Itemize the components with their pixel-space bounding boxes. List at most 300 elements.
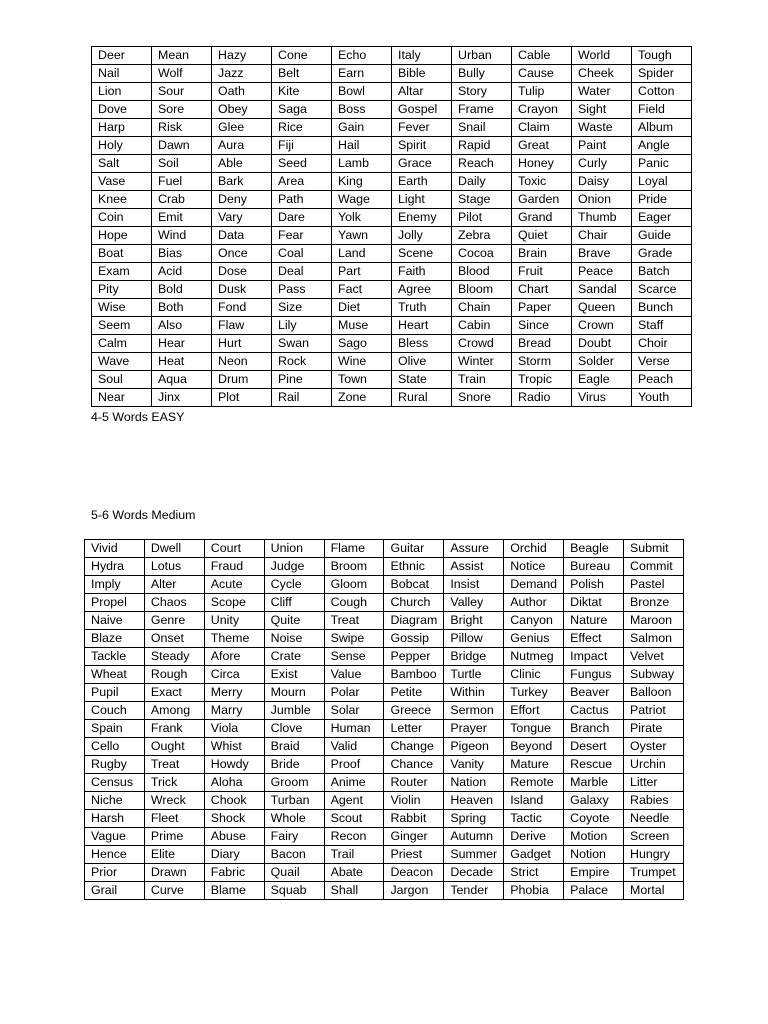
word-cell: Mourn [264,684,324,702]
table-row [85,774,684,792]
word-cell: Hazy [212,47,272,65]
word-cell: Gloom [324,576,384,594]
table-row [85,810,684,828]
word-cell: Beagle [564,540,624,558]
word-cell: Storm [512,353,572,371]
word-cell: Jolly [392,227,452,245]
word-cell: Patriot [624,702,684,720]
table-row [92,101,692,119]
word-cell: Naive [85,612,145,630]
word-cell: Blood [452,263,512,281]
word-cell: Pilot [452,209,512,227]
word-cell: Diagram [384,612,444,630]
word-cell: Bunch [632,299,692,317]
word-cell: Quail [264,864,324,882]
word-cell: Couch [85,702,145,720]
word-cell: Fuel [152,173,212,191]
word-cell: Abuse [204,828,264,846]
word-cell: Effect [564,630,624,648]
word-cell: Circa [204,666,264,684]
word-cell: Unity [204,612,264,630]
word-cell: Bark [212,173,272,191]
word-cell: Prime [144,828,204,846]
word-cell: Blame [204,882,264,900]
word-cell: Able [212,155,272,173]
word-cell: Emit [152,209,212,227]
word-cell: Lotus [144,558,204,576]
word-cell: Nation [444,774,504,792]
word-cell: Water [572,83,632,101]
word-cell: Salmon [624,630,684,648]
table-row [85,684,684,702]
word-cell: Bread [512,335,572,353]
table-row [85,540,684,558]
word-cell: Beaver [564,684,624,702]
word-cell: Motion [564,828,624,846]
word-cell: Winter [452,353,512,371]
word-cell: Bias [152,245,212,263]
word-cell: Church [384,594,444,612]
word-cell: Tulip [512,83,572,101]
word-cell: Since [512,317,572,335]
word-cell: Vary [212,209,272,227]
word-cell: Virus [572,389,632,407]
word-cell: Howdy [204,756,264,774]
word-cell: Pass [272,281,332,299]
word-cell: Olive [392,353,452,371]
word-cell: Hydra [85,558,145,576]
word-cell: Daisy [572,173,632,191]
word-cell: Tropic [512,371,572,389]
word-cell: Agent [324,792,384,810]
word-cell: World [572,47,632,65]
word-cell: Field [632,101,692,119]
word-cell: Reach [452,155,512,173]
word-cell: Fiji [272,137,332,155]
table-row [85,846,684,864]
word-cell: Paper [512,299,572,317]
word-cell: Data [212,227,272,245]
word-cell: Fever [392,119,452,137]
word-cell: Cactus [564,702,624,720]
word-cell: Oyster [624,738,684,756]
word-cell: Aloha [204,774,264,792]
word-cell: Fraud [204,558,264,576]
word-cell: Pastel [624,576,684,594]
word-cell: Jinx [152,389,212,407]
table-row [85,612,684,630]
word-cell: Ginger [384,828,444,846]
word-cell: Trail [324,846,384,864]
word-cell: Pepper [384,648,444,666]
word-cell: Assure [444,540,504,558]
word-cell: Pigeon [444,738,504,756]
word-cell: Cheek [572,65,632,83]
word-cell: Kite [272,83,332,101]
word-cell: Knee [92,191,152,209]
word-cell: Afore [204,648,264,666]
word-cell: Frame [452,101,512,119]
word-cell: Bible [392,65,452,83]
word-cell: Cone [272,47,332,65]
word-cell: Exam [92,263,152,281]
word-cell: Pine [272,371,332,389]
word-cell: Rugby [85,756,145,774]
word-cell: Imply [85,576,145,594]
word-cell: Staff [632,317,692,335]
word-cell: Vase [92,173,152,191]
word-cell: Rural [392,389,452,407]
word-cell: Bloom [452,281,512,299]
word-cell: Proof [324,756,384,774]
word-cell: Guide [632,227,692,245]
word-cell: Obey [212,101,272,119]
word-cell: Lion [92,83,152,101]
word-cell: Whist [204,738,264,756]
word-cell: Fungus [564,666,624,684]
word-cell: Near [92,389,152,407]
word-cell: Valley [444,594,504,612]
word-cell: Noise [264,630,324,648]
word-cell: Author [504,594,564,612]
word-cell: Coin [92,209,152,227]
word-cell: Scout [324,810,384,828]
word-cell: Peace [572,263,632,281]
word-cell: Bureau [564,558,624,576]
word-cell: Palace [564,882,624,900]
word-cell: Part [332,263,392,281]
word-cell: Spider [632,65,692,83]
word-cell: Effort [504,702,564,720]
word-cell: Crayon [512,101,572,119]
word-cell: Tackle [85,648,145,666]
word-cell: Harsh [85,810,145,828]
word-cell: Coyote [564,810,624,828]
word-cell: Dusk [212,281,272,299]
word-cell: Dose [212,263,272,281]
word-cell: Jargon [384,882,444,900]
word-cell: Dove [92,101,152,119]
word-cell: Heaven [444,792,504,810]
word-cell: Acute [204,576,264,594]
word-cell: Spain [85,720,145,738]
word-cell: Tough [632,47,692,65]
word-cell: Also [152,317,212,335]
word-cell: Wreck [144,792,204,810]
table-row [85,792,684,810]
word-cell: Muse [332,317,392,335]
word-cell: Spring [444,810,504,828]
word-cell: Land [332,245,392,263]
word-cell: Judge [264,558,324,576]
word-cell: Letter [384,720,444,738]
table-row [92,83,692,101]
word-cell: Boss [332,101,392,119]
word-cell: Hence [85,846,145,864]
word-cell: Neon [212,353,272,371]
word-cell: Flame [324,540,384,558]
word-cell: Sago [332,335,392,353]
word-cell: Bold [152,281,212,299]
word-cell: Seem [92,317,152,335]
word-cell: Deny [212,191,272,209]
word-cell: Angle [632,137,692,155]
table-row [92,263,692,281]
word-cell: Wine [332,353,392,371]
word-cell: Great [512,137,572,155]
word-cell: Rabies [624,792,684,810]
word-cell: Solar [324,702,384,720]
word-cell: Brain [512,245,572,263]
word-cell: Litter [624,774,684,792]
word-cell: Notice [504,558,564,576]
word-cell: Shock [204,810,264,828]
word-cell: Diary [204,846,264,864]
word-cell: Size [272,299,332,317]
word-cell: Beyond [504,738,564,756]
word-cell: Braid [264,738,324,756]
word-cell: Heat [152,353,212,371]
word-cell: Sandal [572,281,632,299]
word-cell: Dwell [144,540,204,558]
word-cell: Anime [324,774,384,792]
word-cell: Turkey [504,684,564,702]
word-cell: Area [272,173,332,191]
word-cell: Crab [152,191,212,209]
word-cell: Lily [272,317,332,335]
word-cell: Notion [564,846,624,864]
word-cell: Phobia [504,882,564,900]
word-cell: Soil [152,155,212,173]
word-cell: Diet [332,299,392,317]
word-cell: Sermon [444,702,504,720]
table-row [92,155,692,173]
word-cell: Grand [512,209,572,227]
word-cell: Union [264,540,324,558]
word-cell: Belt [272,65,332,83]
table-row [92,47,692,65]
word-cell: Oath [212,83,272,101]
word-cell: Paint [572,137,632,155]
word-cell: Rail [272,389,332,407]
word-cell: Polar [324,684,384,702]
table-row [92,65,692,83]
word-cell: Derive [504,828,564,846]
word-cell: Polish [564,576,624,594]
word-cell: Shall [324,882,384,900]
word-cell: Deal [272,263,332,281]
table-row [92,191,692,209]
word-cell: Town [332,371,392,389]
word-cell: Change [384,738,444,756]
word-cell: Crown [572,317,632,335]
word-cell: Priest [384,846,444,864]
word-cell: Tender [444,882,504,900]
word-cell: Snail [452,119,512,137]
word-cell: Desert [564,738,624,756]
word-cell: Spirit [392,137,452,155]
word-cell: Heart [392,317,452,335]
word-cell: Brave [572,245,632,263]
word-cell: Once [212,245,272,263]
word-cell: Zone [332,389,392,407]
word-cell: Clove [264,720,324,738]
word-cell: Gossip [384,630,444,648]
word-cell: Galaxy [564,792,624,810]
word-cell: Viola [204,720,264,738]
word-cell: Greece [384,702,444,720]
word-cell: Bowl [332,83,392,101]
word-cell: Hungry [624,846,684,864]
word-cell: Saga [272,101,332,119]
word-cell: Gadget [504,846,564,864]
word-cell: Train [452,371,512,389]
word-cell: Choir [632,335,692,353]
word-cell: Soul [92,371,152,389]
word-cell: Turban [264,792,324,810]
word-cell: Petite [384,684,444,702]
word-cell: Cotton [632,83,692,101]
table-row [92,299,692,317]
word-cell: Among [144,702,204,720]
word-cell: State [392,371,452,389]
word-cell: Curly [572,155,632,173]
word-cell: Valid [324,738,384,756]
word-cell: Curve [144,882,204,900]
word-cell: Summer [444,846,504,864]
word-cell: Wave [92,353,152,371]
word-cell: Gospel [392,101,452,119]
table-row [85,630,684,648]
word-cell: Nutmeg [504,648,564,666]
word-cell: Echo [332,47,392,65]
word-cell: Batch [632,263,692,281]
word-cell: Nail [92,65,152,83]
word-cell: Cocoa [452,245,512,263]
word-cell: Cable [512,47,572,65]
word-cell: Cabin [452,317,512,335]
word-cell: Sour [152,83,212,101]
word-cell: Within [444,684,504,702]
word-cell: Hail [332,137,392,155]
word-cell: Router [384,774,444,792]
word-cell: Sense [324,648,384,666]
word-cell: Commit [624,558,684,576]
word-cell: Album [632,119,692,137]
word-cell: Pity [92,281,152,299]
word-cell: Drawn [144,864,204,882]
word-cell: Yolk [332,209,392,227]
word-cell: Turtle [444,666,504,684]
word-cell: Elite [144,846,204,864]
word-cell: Earn [332,65,392,83]
word-cell: Daily [452,173,512,191]
word-cell: Exact [144,684,204,702]
word-cell: Cliff [264,594,324,612]
word-cell: Chain [452,299,512,317]
medium-section-caption: 5-6 Words Medium [91,508,196,522]
word-cell: Enemy [392,209,452,227]
word-cell: Fear [272,227,332,245]
word-cell: Fabric [204,864,264,882]
table-row [85,666,684,684]
word-cell: Holy [92,137,152,155]
word-cell: Vague [85,828,145,846]
word-cell: Mean [152,47,212,65]
word-cell: Chaos [144,594,204,612]
word-cell: Urchin [624,756,684,774]
word-cell: Cough [324,594,384,612]
word-cell: Scarce [632,281,692,299]
word-cell: Branch [564,720,624,738]
word-cell: Value [324,666,384,684]
word-cell: Verse [632,353,692,371]
word-cell: Bully [452,65,512,83]
word-cell: Submit [624,540,684,558]
word-cell: Path [272,191,332,209]
word-cell: Cause [512,65,572,83]
word-cell: Fairy [264,828,324,846]
word-cell: Wise [92,299,152,317]
word-cell: Grade [632,245,692,263]
word-cell: Pillow [444,630,504,648]
word-cell: Fact [332,281,392,299]
word-cell: Empire [564,864,624,882]
word-cell: Fleet [144,810,204,828]
word-cell: Scope [204,594,264,612]
word-cell: Needle [624,810,684,828]
word-cell: Risk [152,119,212,137]
word-cell: Radio [512,389,572,407]
word-cell: Squab [264,882,324,900]
word-cell: Vanity [444,756,504,774]
word-cell: Zebra [452,227,512,245]
word-cell: Assist [444,558,504,576]
word-cell: Bright [444,612,504,630]
word-cell: Both [152,299,212,317]
word-cell: Light [392,191,452,209]
word-cell: Earth [392,173,452,191]
table-row [85,828,684,846]
word-cell: Mortal [624,882,684,900]
word-cell: Fond [212,299,272,317]
word-cell: Vivid [85,540,145,558]
word-cell: Gain [332,119,392,137]
word-cell: Recon [324,828,384,846]
word-cell: Pirate [624,720,684,738]
word-cell: Pupil [85,684,145,702]
word-cell: Italy [392,47,452,65]
table-row [92,317,692,335]
word-cell: Peach [632,371,692,389]
table-row [85,648,684,666]
word-cell: Aura [212,137,272,155]
word-cell: Garden [512,191,572,209]
word-cell: Hurt [212,335,272,353]
word-cell: Tactic [504,810,564,828]
word-cell: Wheat [85,666,145,684]
word-cell: Scene [392,245,452,263]
word-cell: Prior [85,864,145,882]
word-cell: Rice [272,119,332,137]
word-cell: Maroon [624,612,684,630]
word-cell: Chance [384,756,444,774]
word-cell: Impact [564,648,624,666]
word-cell: Eager [632,209,692,227]
word-cell: Grail [85,882,145,900]
word-cell: Flaw [212,317,272,335]
table-row [92,119,692,137]
